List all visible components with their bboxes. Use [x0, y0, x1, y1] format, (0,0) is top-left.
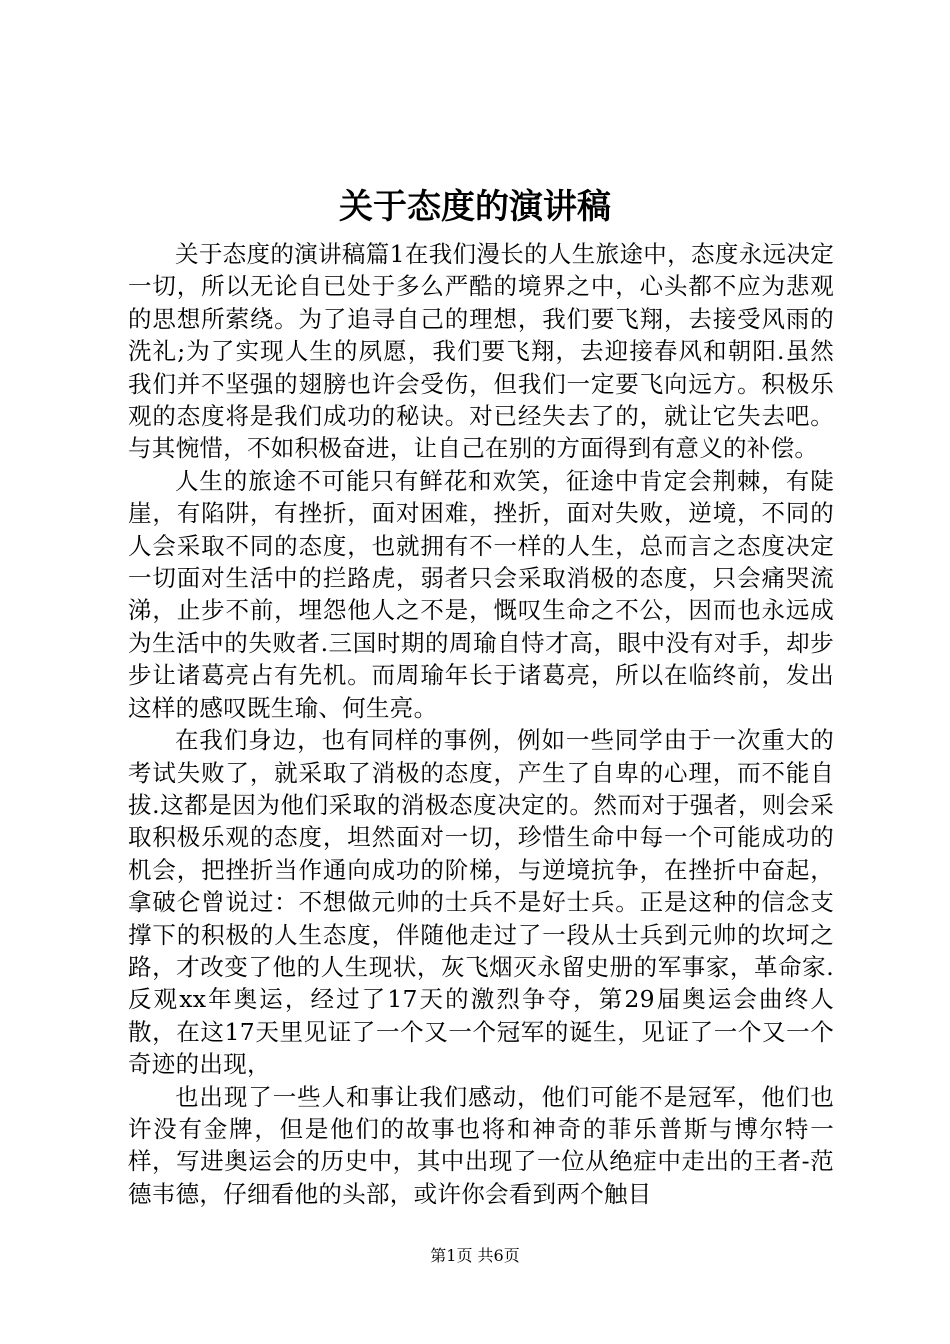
paragraph-2: 人生的旅途不可能只有鲜花和欢笑，征途中肯定会荆棘，有陡崖，有陷阱，有挫折，面对困难，挫折，面对失败，逆境，不同的人会采取不同的态度，也就拥有不一样的人生，总而言之态度决定一切面对生活中的拦路虎，弱者只会采取消极的态度，只会痛哭流涕，止步不前，埋怨他人之不是，慨叹生命之不公，因而也永远成为生活中的失败者.三国时期的周瑜自恃才高，眼中没有对手，却步步让诸葛亮占有先机。而周瑜年长于诸葛亮，所以在临终前，发出这样的感叹既生瑜、何生亮。: [128, 466, 834, 722]
document-title: 关于态度的演讲稿: [339, 187, 611, 227]
paragraph-3: 在我们身边，也有同样的事例，例如一些同学由于一次重大的考试失败了，就采取了消极的态度，产生了自卑的心理，而不能自拔.这都是因为他们采取的消极态度决定的。然而对于强者，则会采取积极乐观的态度，坦然面对一切，珍惜生命中每一个可能成功的机会，把挫折当作通向成功的阶梯，与逆境抗争，在挫折中奋起，拿破仑曾说过：不想做元帅的士兵不是好士兵。正是这种的信念支撑下的积极的人生态度，伴随他走过了一段从士兵到元帅的坎坷之路，才改变了他的人生现状，灰飞烟灭永留史册的军事家，革命家.反观xx年奥运，经过了17天的激烈争夺，第29届奥运会曲终人散，在这17天里见证了一个又一个冠军的诞生，见证了一个又一个奇迹的出现，: [128, 726, 834, 1079]
page-number-footer: 第1页 共6页: [430, 1246, 520, 1265]
paragraph-4: 也出现了一些人和事让我们感动，他们可能不是冠军，他们也许没有金牌，但是他们的故事也将和神奇的菲乐普斯与博尔特一样，写进奥运会的历史中，其中出现了一位从绝症中走出的王者-范德韦德，仔细看他的头部，或许你会看到两个触目: [128, 1082, 834, 1208]
document-body: [128, 238, 834, 1210]
paragraph-1: 关于态度的演讲稿篇1在我们漫长的人生旅途中，态度永远决定一切，所以无论自已处于多么严酷的境界之中，心头都不应为悲观的思想所萦绕。为了追寻自己的理想，我们要飞翔，去接受风雨的洗礼;为了实现人生的夙愿，我们要飞翔，去迎接春风和朝阳.虽然我们并不坚强的翅膀也许会受伤，但我们一定要飞向远方。积极乐观的态度将是我们成功的秘诀。对已经失去了的，就让它失去吧。与其惋惜，不如积极奋进，让自己在别的方面得到有意义的补偿。: [128, 240, 834, 463]
